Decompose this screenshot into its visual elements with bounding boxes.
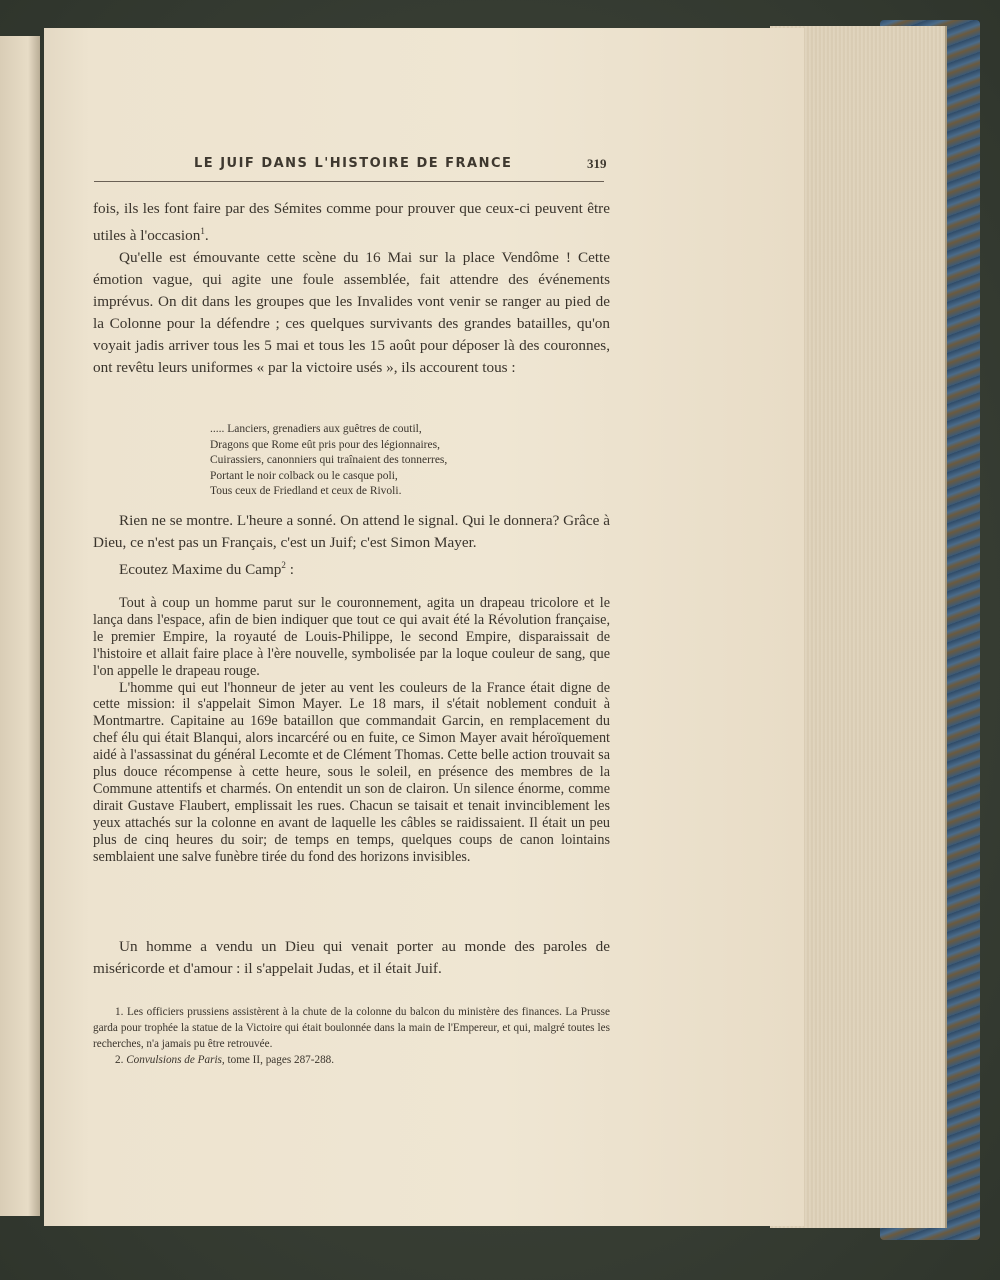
book-page — [44, 28, 804, 1226]
body-text-middle — [93, 510, 610, 581]
body-text-bottom — [93, 936, 610, 980]
paragraph-3: Rien ne se montre. L'heure a sonné. On attend le signal. Qui le donnera? Grâce à Dieu, ce n'est pas un Français, c'est un Juif; c'est Simon Mayer. — [93, 512, 610, 551]
footnote-ref-1: 1 — [200, 226, 205, 236]
paragraph-4: Ecoutez Maxime du Camp$^2$ : — [119, 560, 294, 579]
quote-paragraph-2: L'homme qui eut l'honneur de jeter au vent les couleurs de la France était digne de cette mission: il s'appelait Simon Mayer. Le 18 mars, il s'était noblement conduit à Montmartre. Capitaine au 169e bataillon que commandait Garcin, en remplacement du chef élu qui était Blanqui, alors incarcéré ou en fuite, ce Simon Mayer avait héroïquement aidé à l'assassinat du général Lecomte et de Clément Thomas. Cette belle action trouvait sa plus douce récompense à cette heure, sous le soleil, en présence des membres de la Commune attentifs et charmés. On entendit un son de clairon. Un silence énorme, comme dirait Gustave Flaubert, emplissait les rues. Chacun se taisait et tenait invinciblement les yeux attachés sur la colonne en avant de laquelle les câbles se raidissaient. Il était un peu plus de cinq heures du soir; de temps en temps, quelques coups de canon lointains semblaient une salve funèbre tirée du fond des horizons invisibles. — [93, 679, 610, 865]
paragraph-1: fois, ils les font faire par des Sémites comme pour prouver que ceux-ci peuvent être utiles à l'occasion$^1$. — [93, 200, 610, 245]
facing-page-edge — [0, 36, 40, 1216]
verse-line: Portant le noir colback ou le casque poli, — [210, 469, 398, 482]
block-quote — [93, 595, 610, 866]
verse-line: ..... Lanciers, grenadiers aux guêtres de coutil, — [210, 423, 422, 435]
running-title: LE JUIF DANS L'HISTOIRE DE FRANCE — [194, 156, 513, 171]
paragraph-2: Qu'elle est émouvante cette scène du 16 Mai sur la place Vendôme ! Cette émotion vague, qui agite une foule assemblée, fait attendre des événements imprévus. On dit dans les groupes que les Invalides vont venir se ranger au pied de la Colonne pour la défendre ; ces quelques survivants des grandes batailles, qu'on voyait jadis arriver tous les 5 mai et tous les 15 août pour déposer là des couronnes, ont revêtu leurs uniformes « par la victoire usés », ils accourent tous : — [93, 249, 610, 377]
page-number: 319 — [587, 156, 607, 171]
footnote-2: 2. Convulsions de Paris, tome II, pages 287-288. — [115, 1054, 335, 1066]
footnote-ref-2: 2 — [281, 560, 286, 570]
footnotes — [93, 1004, 610, 1068]
footnote-1: 1. Les officiers prussiens assistèrent à la chute de la colonne du balcon du ministère des finances. La Prusse garda pour trophée la statue de la Victoire qui était boulonnée dans la main de l'Empereur, et qui, malgré toutes les recherches, n'a jamais pu être retrouvée. — [93, 1006, 610, 1050]
body-text-top — [93, 198, 610, 379]
verse-quote — [210, 422, 540, 500]
verse-line: Dragons que Rome eût pris pour des légionnaires, — [210, 438, 440, 451]
header-rule — [94, 181, 604, 182]
paragraph-5: Un homme a vendu un Dieu qui venait porter au monde des paroles de miséricorde et d'amour : il s'appelait Judas, et il était Juif. — [93, 938, 610, 977]
verse-line: Tous ceux de Friedland et ceux de Rivoli. — [210, 485, 402, 497]
quote-paragraph-1: Tout à coup un homme parut sur le couronnement, agita un drapeau tricolore et le lança dans l'espace, afin de bien indiquer que tout ce qui avait été la Révolution française, le premier Empire, la royauté de Louis-Philippe, le second Empire, disparaissait de l'histoire et allait faire place à l'ère nouvelle, symbolisée par la loque couleur de sang, que l'on appelle le drapeau rouge. — [93, 595, 610, 679]
verse-line: Cuirassiers, canonniers qui traînaient des tonnerres, — [210, 454, 448, 466]
